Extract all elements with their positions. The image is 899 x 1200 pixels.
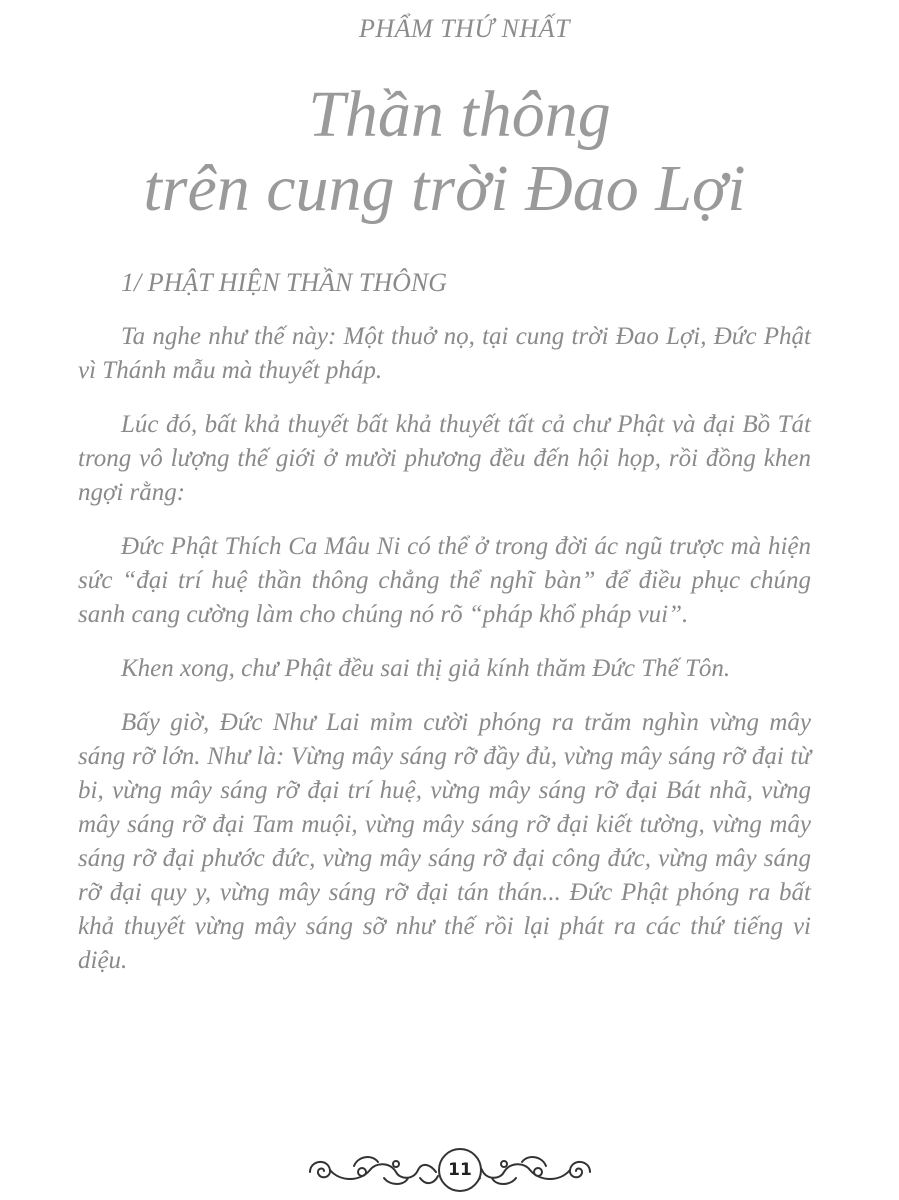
body-text xyxy=(78,320,811,998)
chapter-label: PHẨM THỨ NHẤT xyxy=(359,14,570,43)
page-footer xyxy=(0,1138,899,1198)
chapter-title-line-1: Thần thông xyxy=(308,78,611,151)
paragraph: Bấy giờ, Đức Như Lai mỉm cười phóng ra trăm nghìn vừng mây sáng rỡ lớn. Như là: Vừng mây sáng rỡ đầy đủ, vừng mây sáng rỡ đại từ bi, vừng mây sáng rỡ đại trí huệ, vừng mây sáng rỡ đại Bát nhã, vừng mây sáng rỡ đại Tam muội, vừng mây sáng rỡ đại kiết tường, vừng mây sáng rỡ đại phước đức, vừng mây sáng rỡ đại công đức, vừng mây sáng rỡ đại quy y, vừng mây sáng rỡ đại tán thán... Đức Phật phóng ra bất khả thuyết vừng mây sáng sỡ như thế rồi lại phát ra các thứ tiếng vi diệu. xyxy=(78,709,811,974)
paragraph: Ta nghe như thế này: Một thuở nọ, tại cung trời Đao Lợi, Đức Phật vì Thánh mẫu mà thuyết pháp. xyxy=(78,323,811,384)
section-heading: 1/ PHẬT HIỆN THẦN THÔNG xyxy=(121,268,448,297)
paragraph: Đức Phật Thích Ca Mâu Ni có thể ở trong đời ác ngũ trược mà hiện sức “đại trí huệ thần thông chẳng thể nghĩ bàn” để điều phục chúng sanh cang cường làm cho chúng nó rõ “pháp khổ pháp vui”. xyxy=(78,533,811,628)
paragraph: Lúc đó, bất khả thuyết bất khả thuyết tất cả chư Phật và đại Bồ Tát trong vô lượng thế giới ở mười phương đều đến hội họp, rồi đồng khen ngợi rằng: xyxy=(78,411,811,506)
paragraph: Khen xong, chư Phật đều sai thị giả kính thăm Đức Thế Tôn. xyxy=(121,655,731,682)
page-number: 11 xyxy=(438,1148,482,1192)
chapter-title-line-2: trên cung trời Đao Lợi xyxy=(143,152,746,225)
